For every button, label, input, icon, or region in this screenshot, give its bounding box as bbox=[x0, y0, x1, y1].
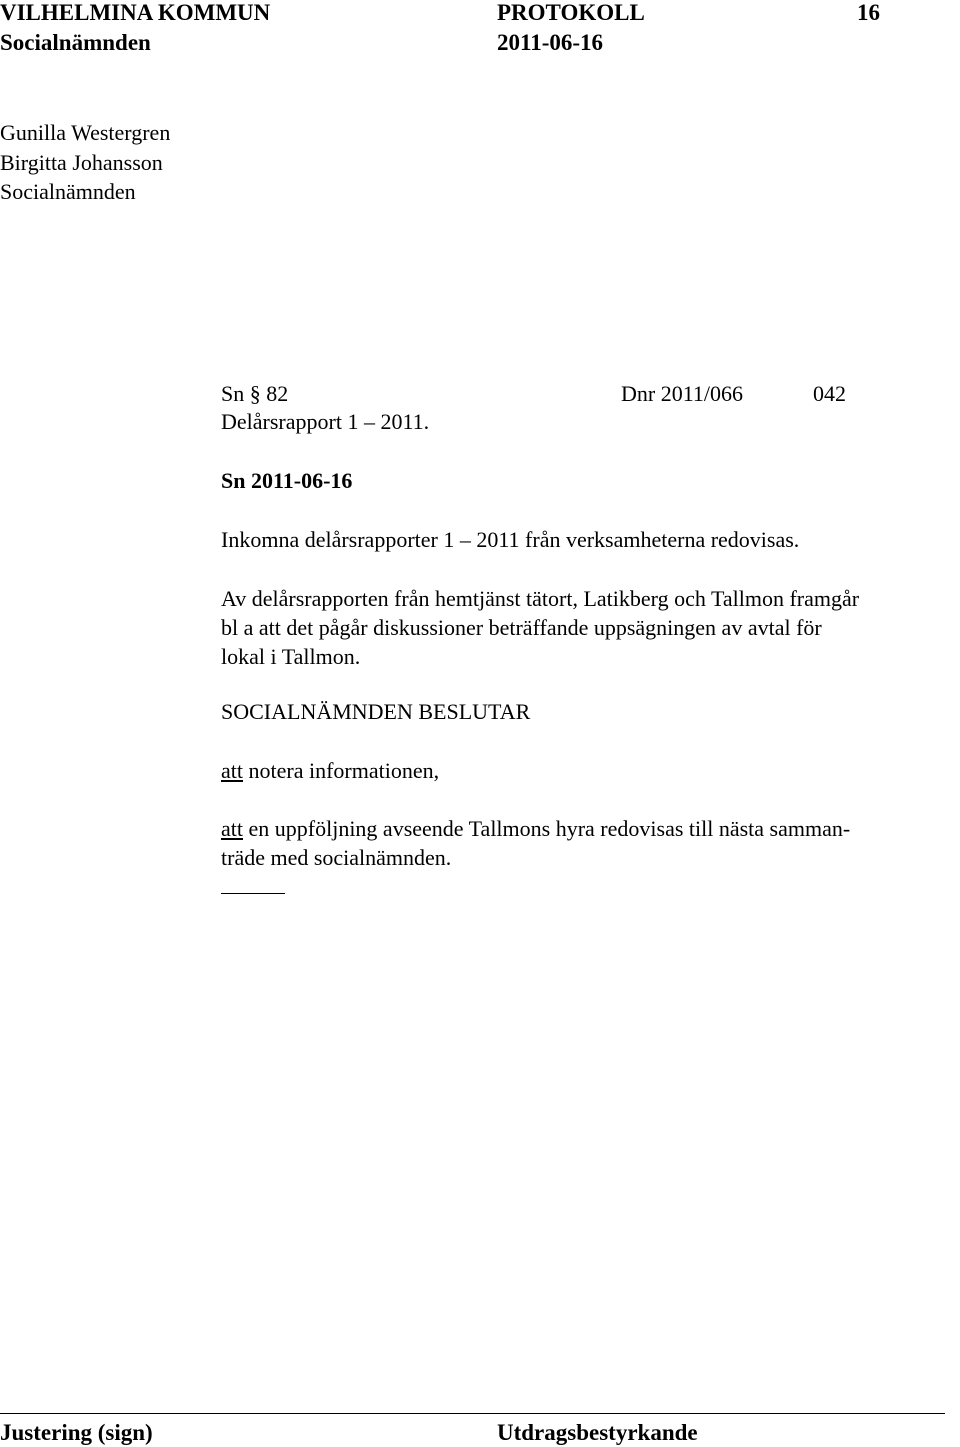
paragraph-2-line: lokal i Tallmon. bbox=[221, 644, 361, 669]
distribution-recipient: Gunilla Westergren bbox=[0, 120, 171, 145]
committee-name: Socialnämnden bbox=[0, 30, 151, 55]
distribution-recipient: Socialnämnden bbox=[0, 179, 136, 204]
att-keyword: att bbox=[221, 816, 243, 841]
paragraph-2-line: Av delårsrapporten från hemtjänst tätort, Latikberg och Tallmon framgår bbox=[221, 586, 860, 611]
decision-text: notera informationen, bbox=[243, 758, 440, 783]
end-of-item-rule bbox=[221, 893, 285, 894]
att-keyword: att bbox=[221, 758, 243, 783]
distribution-recipient: Birgitta Johansson bbox=[0, 150, 163, 175]
decision-text: en uppföljning avseende Tallmons hyra redovisas till nästa samman- bbox=[243, 816, 851, 841]
meeting-date: 2011-06-16 bbox=[497, 30, 604, 55]
decision-item-2-continuation: träde med socialnämnden. bbox=[221, 845, 452, 870]
section-prefix: Sn bbox=[221, 381, 245, 406]
section-symbol: § bbox=[249, 381, 261, 406]
diary-code: 042 bbox=[813, 381, 846, 406]
meeting-reference: Sn 2011-06-16 bbox=[221, 468, 353, 493]
decision-item-1 bbox=[221, 758, 439, 784]
section-reference bbox=[221, 381, 288, 407]
item-title: Delårsrapport 1 – 2011. bbox=[221, 409, 430, 434]
decision-item-2 bbox=[221, 816, 850, 842]
footer-utdrag: Utdragsbestyrkande bbox=[497, 1420, 698, 1445]
footer-justering: Justering (sign) bbox=[0, 1420, 153, 1445]
paragraph-2-line: bl a att det pågår diskussioner beträffande uppsägningen av avtal för bbox=[221, 615, 822, 640]
decision-heading: SOCIALNÄMNDEN BESLUTAR bbox=[221, 699, 531, 724]
section-number: 82 bbox=[266, 381, 289, 406]
municipality-name: VILHELMINA KOMMUN bbox=[0, 0, 271, 25]
paragraph-1: Inkomna delårsrapporter 1 – 2011 från verksamheterna redovisas. bbox=[221, 527, 800, 552]
document-type: PROTOKOLL bbox=[497, 0, 645, 25]
page-number: 16 bbox=[857, 0, 880, 25]
diary-number: Dnr 2011/066 bbox=[621, 381, 744, 406]
footer-rule bbox=[0, 1413, 945, 1414]
